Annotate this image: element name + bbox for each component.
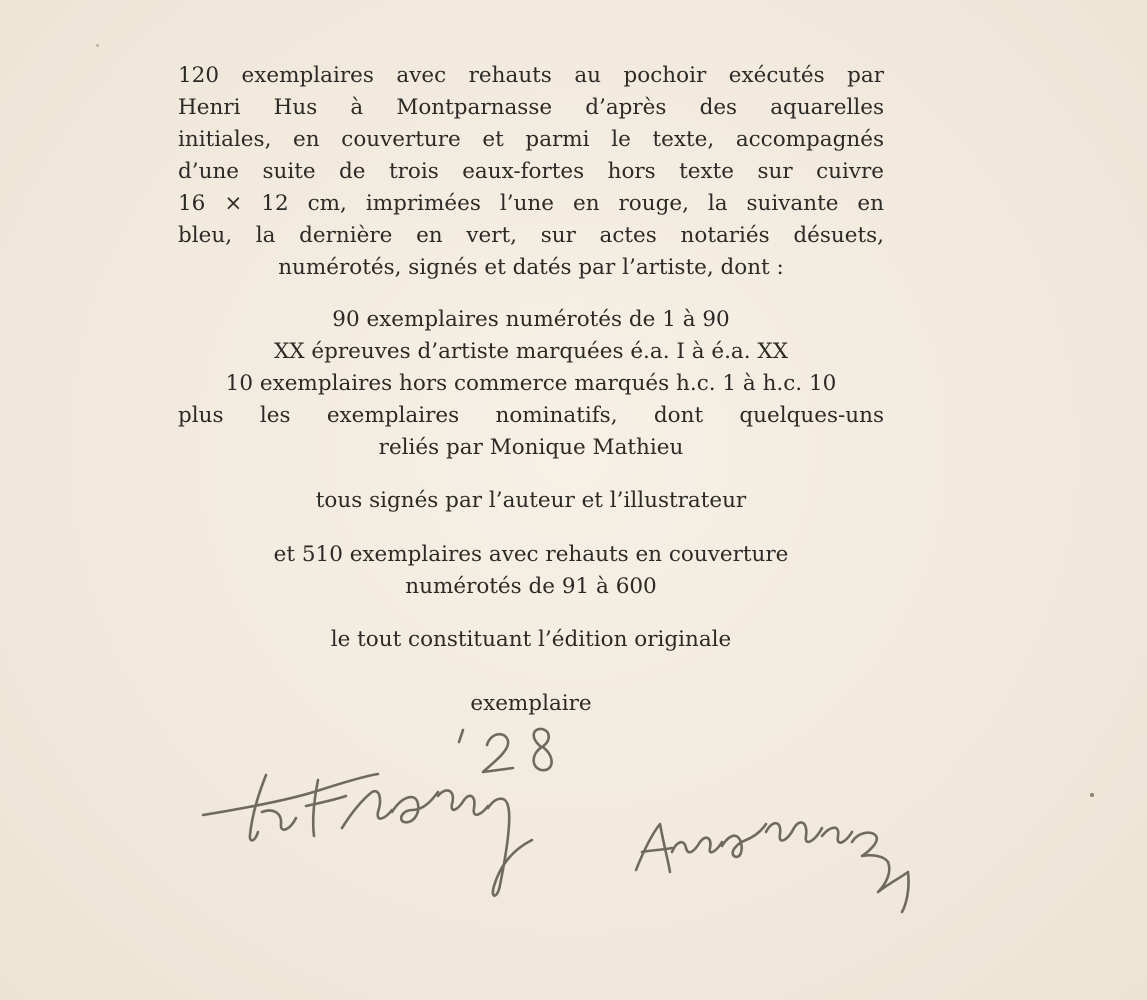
intro-line: 120 exemplaires avec rehauts au pochoir exécutés par [178, 63, 884, 88]
signature-stroke [262, 811, 296, 830]
intro-line: initiales, en couverture et parmi le texte, accompagnés [178, 127, 884, 152]
signature-stroke [852, 833, 909, 912]
paper-speck [1090, 793, 1094, 797]
signature-stroke [822, 828, 852, 843]
signature-stroke [250, 775, 266, 840]
ordinary-edition [178, 539, 884, 603]
intro-line: numérotés, signés et datés par l’artiste, dont : [278, 255, 784, 280]
signature-stroke [722, 824, 766, 857]
signature-stroke [203, 774, 378, 815]
signature-right [636, 822, 909, 912]
listing-line: XX épreuves d’artiste marquées é.a. I à é.a. XX [273, 339, 789, 364]
signature-stroke [306, 796, 346, 806]
intro-line: bleu, la dernière en vert, sur actes notariés désuets, [178, 223, 884, 248]
signature-stroke [392, 792, 438, 822]
listing-line: plus les exemplaires nominatifs, dont quelques-uns [178, 403, 884, 428]
edition-listing [178, 304, 884, 464]
intro-line: Henri Hus à Montparnasse d’après des aquarelles [178, 95, 884, 120]
signature-stroke [342, 791, 392, 828]
listing-line: reliés par Monique Mathieu [378, 435, 684, 460]
signature-stroke [642, 848, 672, 852]
intro-line: 16 × 12 cm, imprimées l’une en rouge, la suivante en [178, 191, 884, 216]
signature-stroke [488, 799, 532, 896]
apostrophe-stroke [459, 730, 463, 742]
digit-two-stroke [483, 734, 513, 772]
original-edition-line: le tout constituant l’édition originale [330, 627, 732, 652]
signature-left [203, 774, 532, 896]
signature-stroke [313, 780, 318, 836]
listing-line: 90 exemplaires numérotés de 1 à 90 [332, 307, 730, 332]
intro-paragraph [178, 60, 884, 284]
ordinary-line: et 510 exemplaires avec rehauts en couverture [273, 542, 789, 567]
signature-stroke [672, 838, 722, 853]
colophon-text [178, 60, 884, 720]
signed-by-line: tous signés par l’auteur et l’illustrateur [315, 488, 747, 513]
intro-line: d’une suite de trois eaux-fortes hors texte sur cuivre [178, 159, 884, 184]
signature-stroke [766, 822, 822, 841]
copy-label: exemplaire [470, 691, 592, 716]
signature-stroke [438, 790, 488, 814]
copy-number-handwritten [459, 729, 552, 772]
paper-speck [96, 44, 99, 47]
listing-line: 10 exemplaires hors commerce marqués h.c. 1 à h.c. 10 [225, 371, 837, 396]
digit-eight-stroke [534, 729, 552, 770]
signature-stroke [636, 824, 670, 872]
ordinary-line: numérotés de 91 à 600 [405, 574, 657, 599]
